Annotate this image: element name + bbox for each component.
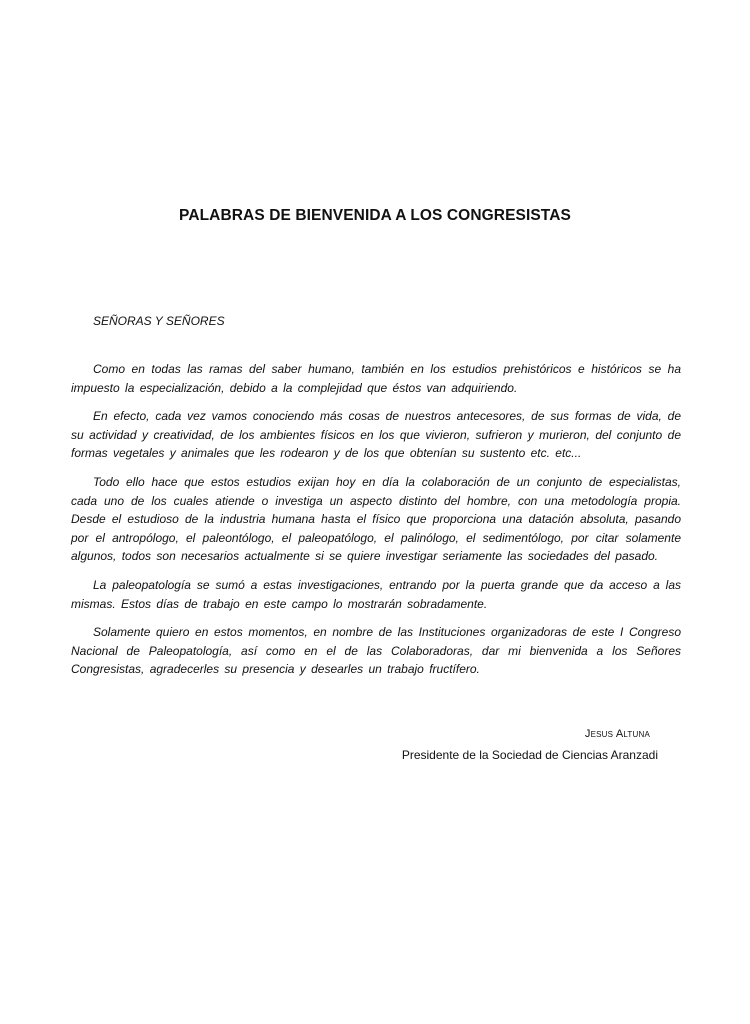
signature-name: Jesus Altuna [584, 728, 650, 740]
paragraph: En efecto, cada vez vamos conociendo más cosas de nuestros antecesores, de sus formas de vida, de su actividad y creatividad, de los ambientes físicos en los que vivieron, sufrieron y murieron, del conjunto de formas vegetales y animales que les rodearon y de los que obtenían su sustento etc. etc... [71, 409, 681, 461]
paragraph: Como en todas las ramas del saber humano, también en los estudios prehistóricos e históricos se ha impuesto la especialización, debido a la complejidad que éstos van adquiriendo. [71, 362, 681, 395]
signature-block [402, 728, 658, 762]
paragraph: Todo ello hace que estos estudios exijan hoy en día la colaboración de un conjunto de especialistas, cada uno de los cuales atiende o investiga un aspecto distinto del hombre, con una metodología propia. Desde el estudioso de la industria humana hasta el físico que proporciona una datación absoluta, pasando por el antropólogo, el paleontólogo, el paleopatólogo, el palinólogo, el sedimentólogo, por citar solamente algunos, todos son necesarios actualmente si se quiere investigar seriamente las sociedades del pasado. [71, 474, 681, 564]
salutation: SEÑORAS Y SEÑORES [93, 314, 225, 328]
paragraph: Solamente quiero en estos momentos, en nombre de las Instituciones organizadoras de este I Congreso Nacional de Paleopatología, así como en el de las Colaboradoras, dar mi bienvenida a los Señores Congresistas, agradecerles su presencia y desearles un trabajo fructífero. [71, 625, 681, 677]
body-text [71, 360, 681, 689]
signature-role: Presidente de la Sociedad de Ciencias Aranzadi [401, 748, 658, 762]
document-title: PALABRAS DE BIENVENIDA A LOS CONGRESISTAS [179, 207, 571, 224]
paragraph: La paleopatología se sumó a estas investigaciones, entrando por la puerta grande que da acceso a las mismas. Estos días de trabajo en este campo lo mostrarán sobradamente. [71, 577, 681, 611]
